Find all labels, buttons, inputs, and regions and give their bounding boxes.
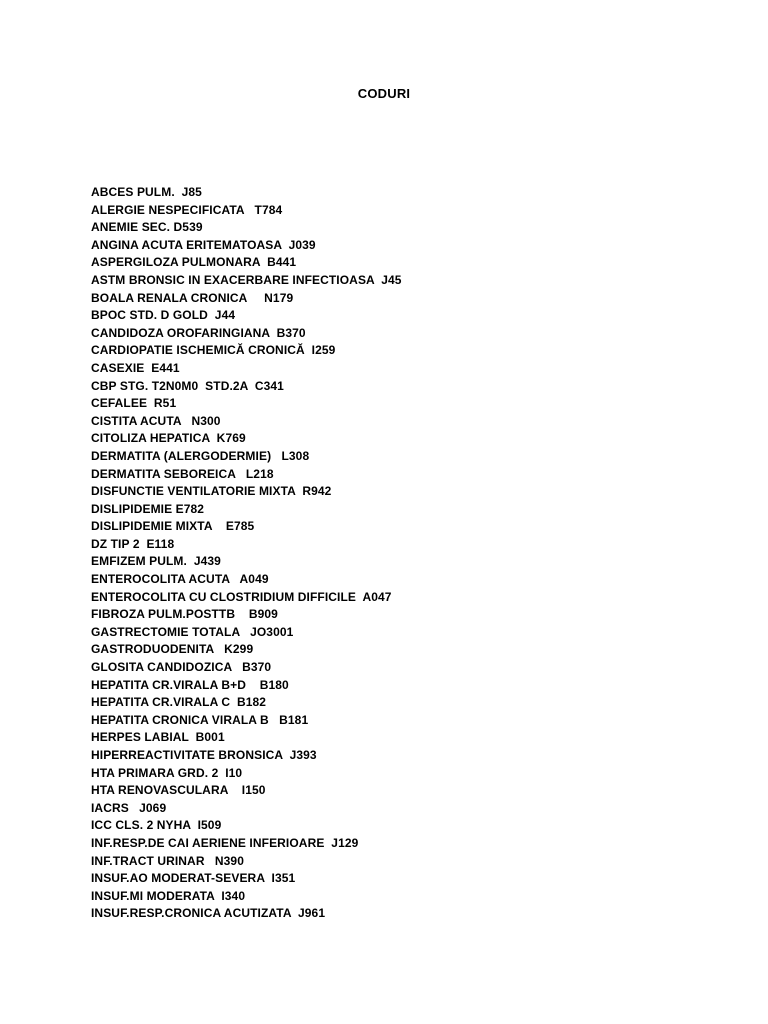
code-entry: GASTRODUODENITA K299 (91, 642, 254, 657)
code-entry: GLOSITA CANDIDOZICA B370 (91, 660, 272, 675)
code-entry: ENTEROCOLITA CU CLOSTRIDIUM DIFFICILE A047 (91, 589, 392, 604)
code-list (91, 184, 402, 923)
code-entry: BOALA RENALA CRONICA N179 (91, 290, 294, 305)
code-entry: CARDIOPATIE ISCHEMICĂ CRONICĂ I259 (91, 343, 336, 358)
code-entry: ASPERGILOZA PULMONARA B441 (91, 255, 297, 270)
code-entry: CANDIDOZA OROFARINGIANA B370 (91, 325, 306, 340)
code-entry: CITOLIZA HEPATICA K769 (91, 431, 246, 446)
code-entry: INSUF.AO MODERAT-SEVERA I351 (91, 871, 296, 886)
code-entry: ABCES PULM. J85 (91, 185, 202, 199)
code-entry: HIPERREACTIVITATE BRONSICA J393 (91, 748, 317, 762)
code-entry: DERMATITA SEBOREICA L218 (91, 466, 274, 481)
code-entry: INF.RESP.DE CAI AERIENE INFERIOARE J129 (91, 835, 359, 850)
code-entry: DISLIPIDEMIE E782 (91, 501, 205, 516)
code-entry: CISTITA ACUTA N300 (91, 413, 221, 428)
code-entry: CASEXIE E441 (91, 360, 180, 375)
code-entry: DISFUNCTIE VENTILATORIE MIXTA R942 (91, 484, 332, 499)
code-entry: IACRS J069 (91, 800, 167, 815)
code-entry: ALERGIE NESPECIFICATA T784 (91, 202, 283, 217)
code-entry: CEFALEE R51 (91, 396, 177, 411)
code-entry: INSUF.RESP.CRONICA ACUTIZATA J961 (91, 906, 326, 921)
code-entry: HEPATITA CRONICA VIRALA B B181 (91, 712, 309, 727)
code-entry: BPOC STD. D GOLD J44 (91, 308, 236, 323)
code-entry: HTA PRIMARA GRD. 2 I10 (91, 765, 243, 780)
code-entry: EMFIZEM PULM. J439 (91, 554, 221, 569)
code-entry: HEPATITA CR.VIRALA B+D B180 (91, 677, 289, 692)
code-entry: GASTRECTOMIE TOTALA JO3001 (91, 624, 294, 639)
code-entry: DZ TIP 2 E118 (91, 536, 175, 551)
code-entry: INF.TRACT URINAR N390 (91, 853, 244, 868)
code-entry: ASTM BRONSIC IN EXACERBARE INFECTIOASA J45 (91, 272, 402, 287)
code-entry: HEPATITA CR.VIRALA C B182 (91, 695, 267, 710)
code-entry: HTA RENOVASCULARA I150 (91, 783, 266, 798)
code-entry: DERMATITA (ALERGODERMIE) L308 (91, 448, 310, 463)
code-entry: INSUF.MI MODERATA I340 (91, 888, 246, 903)
code-entry: FIBROZA PULM.POSTTB B909 (91, 607, 278, 622)
code-entry: DISLIPIDEMIE MIXTA E785 (91, 519, 255, 534)
code-entry: CBP STG. T2N0M0 STD.2A C341 (91, 378, 284, 393)
code-entry: HERPES LABIAL B001 (91, 730, 225, 745)
document-title: CODURI (357, 86, 411, 101)
code-entry: ANGINA ACUTA ERITEMATOASA J039 (91, 237, 316, 252)
code-entry: ENTEROCOLITA ACUTA A049 (91, 572, 269, 587)
code-entry: ANEMIE SEC. D539 (91, 220, 203, 235)
code-entry: ICC CLS. 2 NYHA I509 (91, 818, 222, 833)
